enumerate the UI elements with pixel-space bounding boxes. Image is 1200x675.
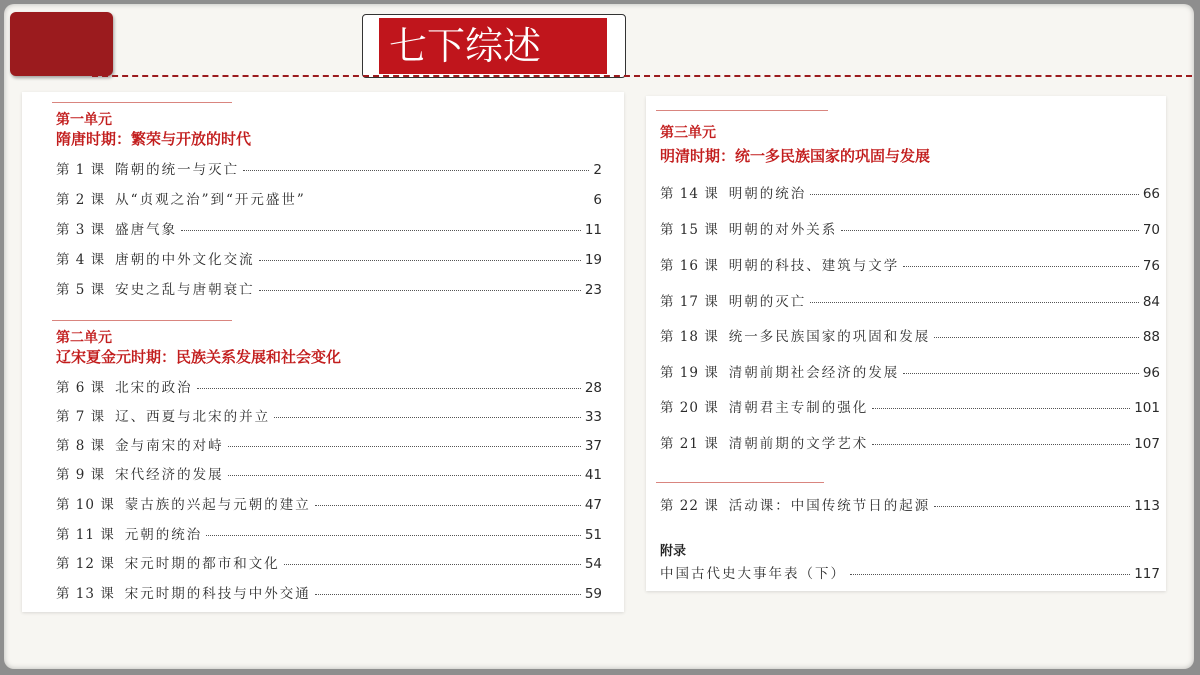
unit-title: 辽宋夏金元时期：民族关系发展和社会变化	[56, 348, 342, 366]
lesson-page: 76	[1142, 258, 1160, 274]
lesson-row[interactable]	[56, 463, 602, 483]
appendix-label: 附录	[660, 544, 687, 559]
unit-label: 第一单元	[56, 112, 112, 128]
leader-dots	[310, 200, 590, 201]
lesson-number: 第 19 课	[660, 365, 719, 381]
lesson-page: 101	[1134, 400, 1160, 416]
activity-lesson-row[interactable]	[660, 494, 1160, 514]
leader-dots	[934, 506, 1130, 507]
lesson-row[interactable]	[56, 188, 602, 208]
lesson-row[interactable]	[56, 493, 602, 513]
lesson-number: 第 14 课	[660, 186, 719, 202]
lesson-page: 66	[1142, 186, 1160, 202]
unit-label: 第二单元	[56, 330, 112, 346]
lesson-row[interactable]	[56, 405, 602, 425]
lesson-title: 宋元时期的科技与中外交通	[124, 586, 311, 602]
lesson-row[interactable]	[56, 376, 602, 396]
lesson-title: 清朝前期的文学艺术	[728, 436, 869, 452]
lesson-title: 金与南宋的对峙	[115, 438, 224, 454]
unit-title: 明清时期：统一多民族国家的巩固与发展	[660, 147, 931, 165]
lesson-title: 隋朝的统一与灭亡	[115, 162, 240, 178]
leader-dots	[872, 444, 1130, 445]
lesson-row[interactable]	[660, 396, 1160, 416]
toc-left-panel	[22, 92, 624, 612]
lesson-title: 统一多民族国家的巩固和发展	[728, 329, 931, 345]
lesson-page: 47	[584, 497, 602, 513]
leader-dots	[228, 475, 581, 476]
lesson-page: 37	[584, 438, 602, 454]
lesson-page: 11	[584, 222, 602, 238]
unit-rule	[52, 102, 232, 103]
leader-dots	[259, 260, 581, 261]
lesson-title: 清朝前期社会经济的发展	[728, 365, 900, 381]
lesson-title: 明朝的科技、建筑与文学	[728, 258, 900, 274]
leader-dots	[181, 230, 581, 231]
leader-dots	[259, 290, 581, 291]
lesson-row[interactable]	[56, 158, 602, 178]
leader-dots	[197, 388, 581, 389]
leader-dots	[315, 594, 581, 595]
lesson-number: 第 17 课	[660, 294, 719, 310]
lesson-number: 第 5 课	[56, 282, 106, 298]
lesson-page: 28	[584, 380, 602, 396]
lesson-number: 第 11 课	[56, 527, 115, 543]
lesson-row[interactable]	[56, 552, 602, 572]
lesson-page: 70	[1142, 222, 1160, 238]
section-rule	[656, 482, 824, 483]
leader-dots	[810, 302, 1139, 303]
lesson-title: 宋元时期的都市和文化	[124, 556, 280, 572]
appendix-title: 中国古代史大事年表（下）	[660, 566, 846, 582]
header-divider	[92, 75, 1192, 77]
lesson-row[interactable]	[56, 248, 602, 268]
lesson-row[interactable]	[56, 218, 602, 238]
lesson-number: 第 10 课	[56, 497, 115, 513]
lesson-title: 安史之乱与唐朝衰亡	[115, 282, 255, 298]
leader-dots	[810, 194, 1139, 195]
lesson-number: 第 20 课	[660, 400, 719, 416]
lesson-number: 第 1 课	[56, 162, 106, 178]
lesson-row[interactable]	[660, 182, 1160, 202]
leader-dots	[903, 266, 1139, 267]
lesson-title: 辽、西夏与北宋的并立	[115, 409, 271, 425]
slide	[4, 4, 1194, 669]
lesson-page: 54	[584, 556, 602, 572]
lesson-row[interactable]	[56, 523, 602, 543]
leader-dots	[934, 337, 1139, 338]
lesson-row[interactable]	[660, 432, 1160, 452]
corner-decoration	[10, 12, 113, 76]
page-title: 七下综述	[379, 18, 607, 74]
lesson-page: 33	[584, 409, 602, 425]
appendix-page: 117	[1134, 566, 1160, 582]
leader-dots	[872, 408, 1130, 409]
lesson-number: 第 21 课	[660, 436, 719, 452]
lesson-title: 明朝的统治	[728, 186, 807, 202]
lesson-title: 明朝的对外关系	[728, 222, 838, 238]
lesson-number: 第 22 课	[660, 498, 719, 514]
lesson-page: 107	[1134, 436, 1160, 452]
lesson-page: 2	[593, 162, 602, 178]
leader-dots	[841, 230, 1139, 231]
title-frame	[362, 14, 626, 78]
lesson-number: 第 4 课	[56, 252, 106, 268]
lesson-number: 第 8 课	[56, 438, 106, 454]
lesson-row[interactable]	[56, 278, 602, 298]
lesson-title: 宋代经济的发展	[115, 467, 224, 483]
lesson-title: 蒙古族的兴起与元朝的建立	[124, 497, 311, 513]
lesson-number: 第 13 课	[56, 586, 115, 602]
lesson-number: 第 15 课	[660, 222, 719, 238]
leader-dots	[850, 574, 1130, 575]
lesson-page: 96	[1142, 365, 1160, 381]
lesson-page: 113	[1134, 498, 1160, 514]
lesson-number: 第 3 课	[56, 222, 106, 238]
leader-dots	[903, 373, 1139, 374]
leader-dots	[228, 446, 581, 447]
lesson-page: 6	[593, 192, 602, 208]
lesson-row[interactable]	[660, 290, 1160, 310]
lesson-title: 明朝的灭亡	[728, 294, 807, 310]
unit-rule	[52, 320, 232, 321]
unit-title: 隋唐时期：繁荣与开放的时代	[56, 130, 252, 148]
lesson-page: 59	[584, 586, 602, 602]
lesson-title: 北宋的政治	[115, 380, 193, 396]
lesson-number: 第 12 课	[56, 556, 115, 572]
lesson-row[interactable]	[660, 361, 1160, 381]
lesson-title: 从“贞观之治”到“开元盛世”	[115, 192, 306, 208]
leader-dots	[284, 564, 581, 565]
lesson-title: 唐朝的中外文化交流	[115, 252, 255, 268]
lesson-page: 88	[1142, 329, 1160, 345]
lesson-number: 第 16 课	[660, 258, 719, 274]
leader-dots	[243, 170, 589, 171]
leader-dots	[206, 535, 581, 536]
lesson-title: 清朝君主专制的强化	[728, 400, 869, 416]
lesson-row[interactable]	[56, 434, 602, 454]
leader-dots	[315, 505, 581, 506]
lesson-row[interactable]	[660, 254, 1160, 274]
lesson-page: 84	[1142, 294, 1160, 310]
lesson-page: 23	[584, 282, 602, 298]
lesson-title: 元朝的统治	[124, 527, 203, 543]
leader-dots	[274, 417, 581, 418]
lesson-number: 第 18 课	[660, 329, 719, 345]
lesson-number: 第 7 课	[56, 409, 106, 425]
lesson-number: 第 2 课	[56, 192, 106, 208]
lesson-page: 41	[584, 467, 602, 483]
lesson-row[interactable]	[56, 582, 602, 602]
lesson-page: 51	[584, 527, 602, 543]
unit-rule	[656, 110, 828, 111]
lesson-row[interactable]	[660, 325, 1160, 345]
toc-right-panel	[646, 96, 1166, 591]
appendix-row[interactable]	[660, 562, 1160, 582]
lesson-number: 第 6 课	[56, 380, 106, 396]
lesson-row[interactable]	[660, 218, 1160, 238]
lesson-page: 19	[584, 252, 602, 268]
unit-label: 第三单元	[660, 125, 716, 141]
lesson-title: 活动课：中国传统节日的起源	[728, 498, 931, 514]
lesson-number: 第 9 课	[56, 467, 106, 483]
lesson-title: 盛唐气象	[115, 222, 178, 238]
